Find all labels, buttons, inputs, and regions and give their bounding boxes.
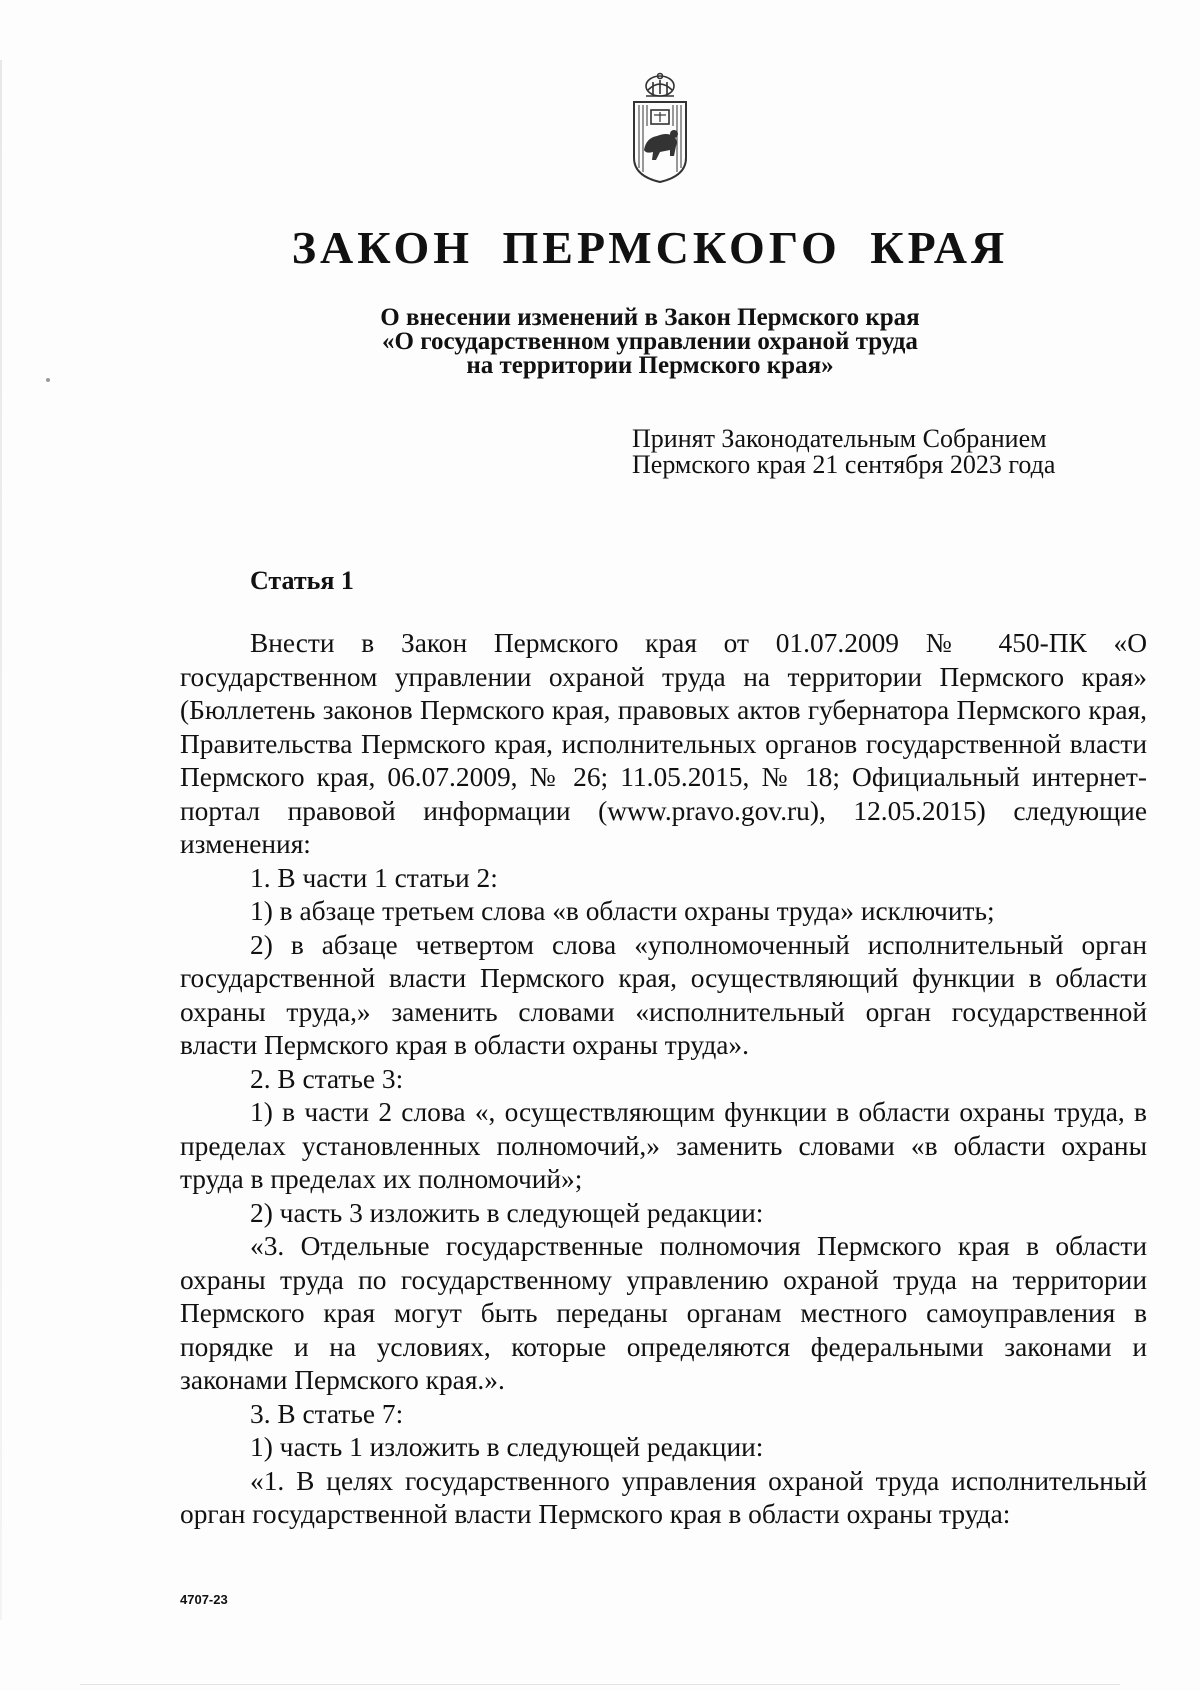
scan-speck [46,378,50,382]
paragraph: 1) в части 2 слова «, осуществляющим функции в области охраны труда, в пределах установленных полномочий,» заменить словами «в области охраны труда в пределах их полномочий»; [180,1097,1147,1194]
paragraph: «3. Отдельные государственные полномочия Пермского края в области охраны труда по государственному управлению охраной труда на территории Пермского края могут быть переданы органам местного самоуправления в порядке и на условиях, которые определяются федеральными законами и законами Пермского края.». [180,1231,1147,1395]
law-subtitle [300,306,1000,378]
subtitle-line: на территории Пермского края» [466,352,834,379]
paragraph: 2) в абзаце четвертом слова «уполномоченный исполнительный орган государственной власти Пермского края, осуществляющий функции в области охраны труда,» заменить словами «исполнительный орган государственной власти Пермского края в области охраны труда». [180,929,1147,1060]
paragraph: 1) часть 1 изложить в следующей редакции: [250,1432,764,1462]
document-code: 4707-23 [180,1592,228,1607]
paragraph: 1. В части 1 статьи 2: [250,862,498,893]
paragraph: 3. В статье 7: [250,1398,404,1429]
law-title: ЗАКОН ПЕРМСКОГО КРАЯ [291,222,1009,273]
article-body [180,627,1147,1532]
paragraph: 1) в абзаце третьем слова «в области охраны труда» исключить; [250,896,995,926]
subtitle-line: О внесении изменений в Закон Пермского края [380,304,920,331]
subtitle-line: «О государственном управлении охраной труда [382,328,918,355]
scan-edge [80,1684,1120,1685]
adoption-note [632,426,1055,478]
adoption-line: Пермского края 21 сентября 2023 года [632,450,1056,479]
adoption-line: Принят Законодательным Собранием [632,424,1047,453]
paragraph: 2) часть 3 изложить в следующей редакции: [250,1197,764,1228]
article-heading: Статья 1 [250,566,354,595]
paragraph: Внести в Закон Пермского края от 01.07.2009 № 450-ПК «О государственном управлении охраной труда на территории Пермского края» (Бюллетень законов Пермского края, правовых актов губернатора Пермского края, Правительства Пермского края, исполнительных органов государственной власти Пермского края, 06.07.2009, № 26; 11.05.2015, № 18; Официальный интернет-портал правовой информации (www.pravo.gov.ru), 12.05.2015) следующие изменения: [180,628,1147,859]
paragraph: «1. В целях государственного управления охраной труда исполнительный орган государственной власти Пермского края в области охраны труда: [180,1465,1147,1529]
paragraph: 2. В статье 3: [250,1063,404,1094]
perm-krai-coat-of-arms-icon [627,72,693,184]
scan-edge [0,60,2,1620]
